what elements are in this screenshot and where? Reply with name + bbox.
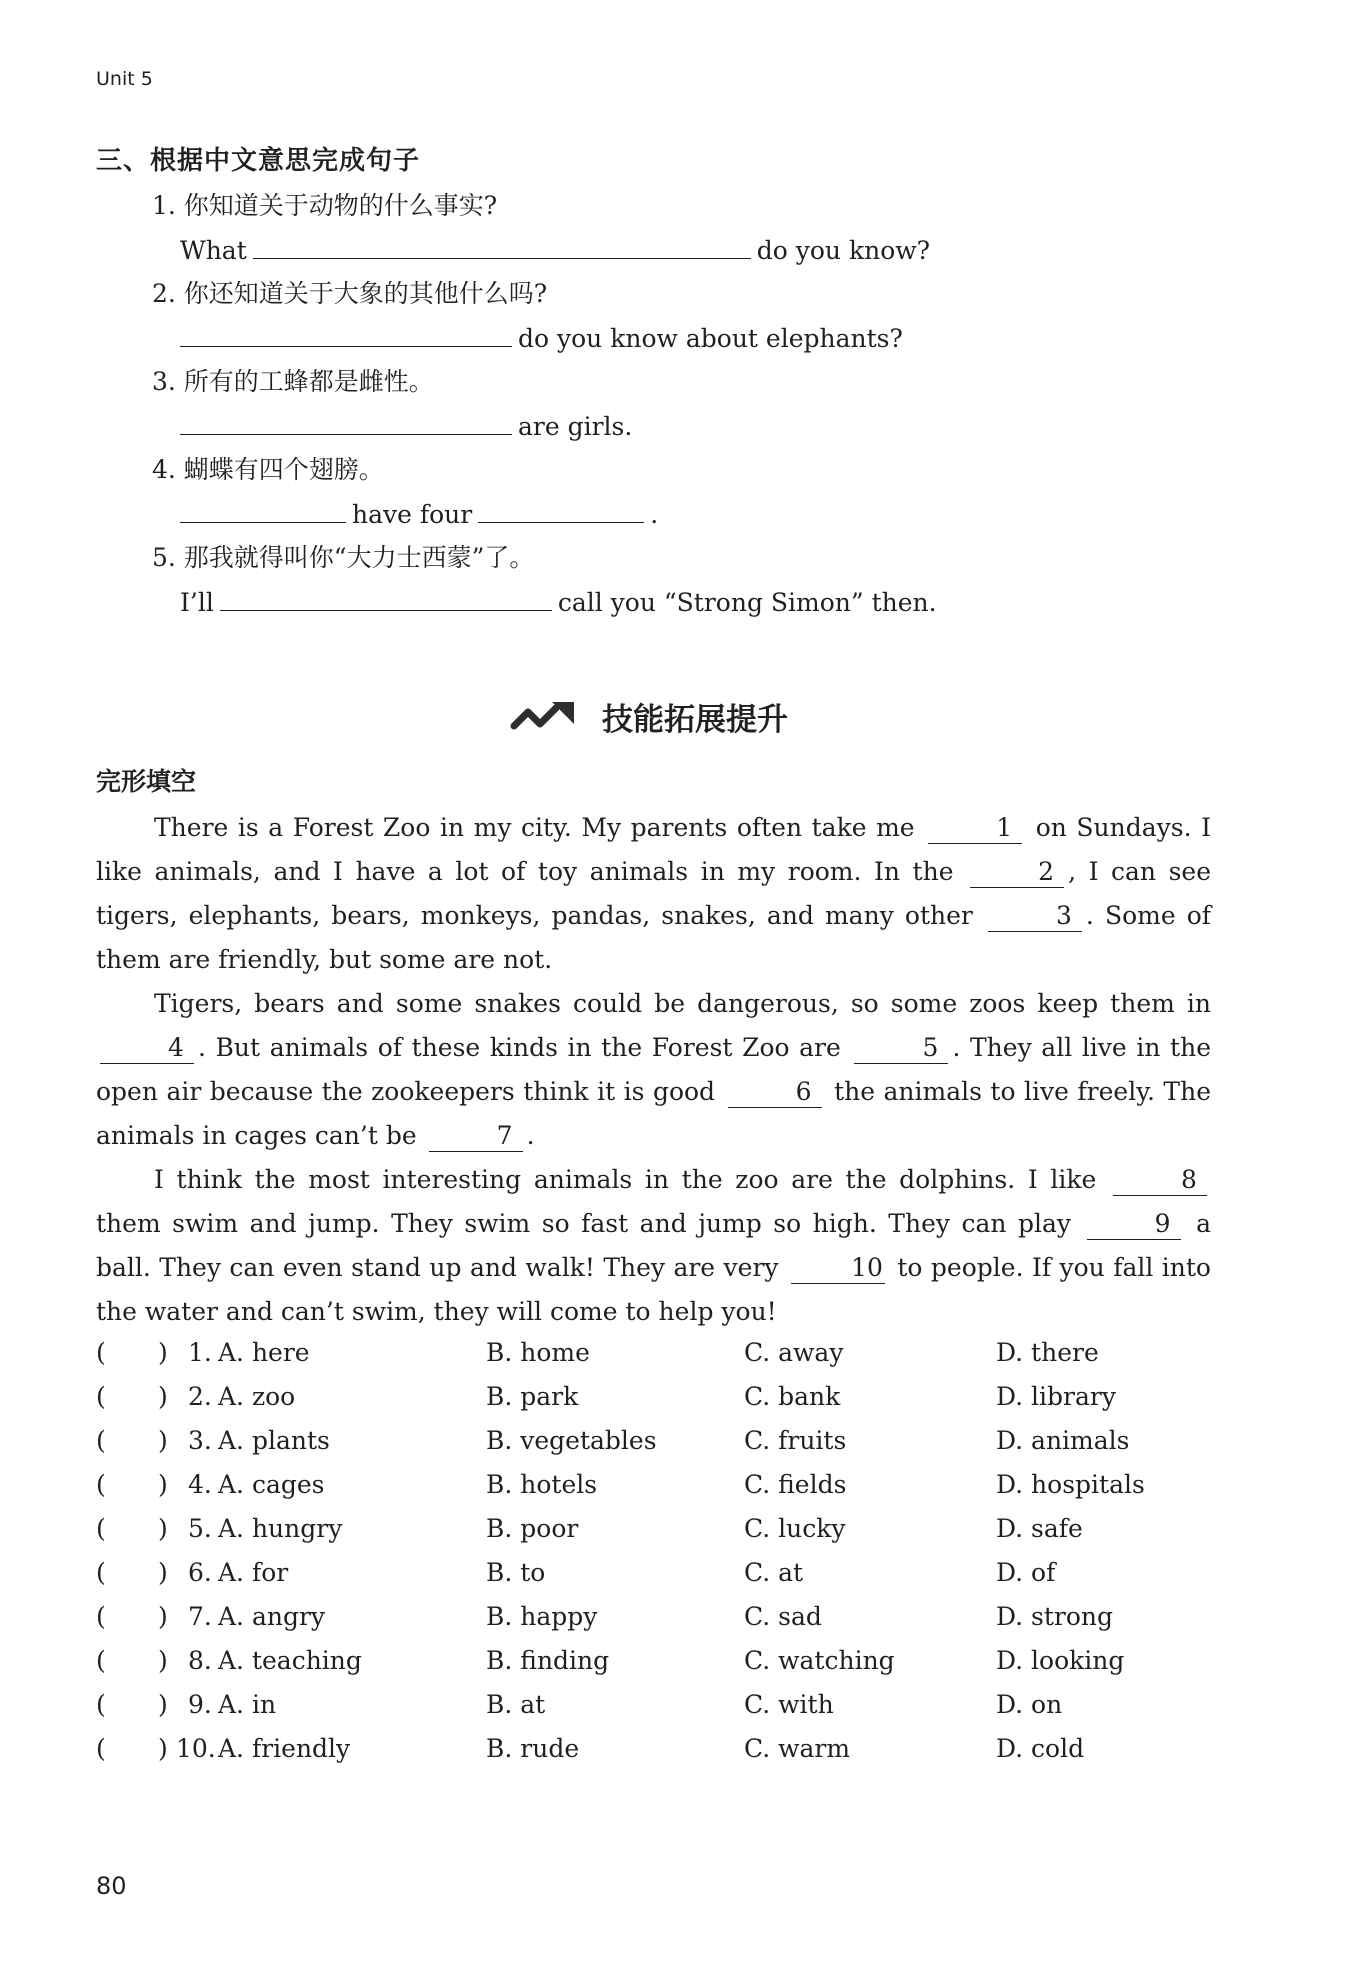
section-heading: 三、根据中文意思完成句子 bbox=[96, 146, 421, 176]
answer-paren-close[interactable]: ) bbox=[158, 1514, 168, 1543]
answer-paren-open[interactable]: ( bbox=[96, 1690, 106, 1719]
option-a: A. zoo bbox=[218, 1382, 296, 1411]
answer-blank[interactable] bbox=[220, 584, 552, 611]
answer-paren-close[interactable]: ) bbox=[158, 1558, 168, 1587]
option-a: A. friendly bbox=[218, 1734, 351, 1763]
question-3-line bbox=[180, 408, 632, 441]
answer-paren-close[interactable]: ) bbox=[158, 1470, 168, 1499]
option-c: C. fields bbox=[744, 1470, 847, 1499]
passage-text: the animals to live freely. The animals in cages can’t be bbox=[96, 1077, 1212, 1150]
answer-paren-open[interactable]: ( bbox=[96, 1514, 106, 1543]
option-number: 10. bbox=[176, 1734, 216, 1763]
question-5-lead-text: I’ll bbox=[180, 588, 214, 617]
question-2-line bbox=[180, 320, 903, 353]
answer-paren-open[interactable]: ( bbox=[96, 1426, 106, 1455]
answer-paren-close[interactable]: ) bbox=[158, 1426, 168, 1455]
answer-paren-open[interactable]: ( bbox=[96, 1470, 106, 1499]
option-b: B. vegetables bbox=[486, 1426, 657, 1455]
question-5-tail-text: call you “Strong Simon” then. bbox=[557, 588, 937, 617]
passage-paragraph-3 bbox=[96, 1158, 1211, 1334]
option-a: A. cages bbox=[218, 1470, 325, 1499]
question-5-line bbox=[180, 584, 937, 617]
option-b: B. home bbox=[486, 1338, 590, 1367]
answer-paren-open[interactable]: ( bbox=[96, 1338, 106, 1367]
answer-paren-close[interactable]: ) bbox=[158, 1602, 168, 1631]
option-d: D. of bbox=[996, 1558, 1056, 1587]
answer-blank[interactable] bbox=[180, 408, 512, 435]
question-1-prompt: 1. 你知道关于动物的什么事实? bbox=[152, 191, 498, 220]
cloze-blank-9[interactable]: 9 bbox=[1087, 1209, 1181, 1240]
cloze-blank-4[interactable]: 4 bbox=[100, 1033, 194, 1064]
passage-paragraph-2 bbox=[96, 982, 1211, 1158]
option-a: A. in bbox=[218, 1690, 277, 1719]
passage-text: , I can see tigers, elephants, bears, monkeys, pandas, snakes, and many other bbox=[96, 857, 1211, 930]
passage-text: a ball. They can even stand up and walk! They are very bbox=[96, 1209, 1211, 1282]
passage-text: . Some of them are friendly, but some are not. bbox=[96, 901, 1211, 974]
option-number: 2. bbox=[188, 1382, 212, 1411]
question-5-prompt: 5. 那我就得叫你“大力士西蒙”了。 bbox=[152, 543, 535, 572]
option-number: 8. bbox=[188, 1646, 212, 1675]
passage-paragraph-1 bbox=[96, 806, 1211, 982]
cloze-blank-2[interactable]: 2 bbox=[970, 857, 1064, 888]
option-a: A. hungry bbox=[218, 1514, 343, 1543]
option-d: D. looking bbox=[996, 1646, 1125, 1675]
option-b: B. rude bbox=[486, 1734, 580, 1763]
option-b: B. happy bbox=[486, 1602, 598, 1631]
answer-paren-open[interactable]: ( bbox=[96, 1558, 106, 1587]
option-b: B. hotels bbox=[486, 1470, 598, 1499]
question-3-prompt: 3. 所有的工蜂都是雌性。 bbox=[152, 367, 434, 396]
option-number: 1. bbox=[188, 1338, 212, 1367]
answer-paren-close[interactable]: ) bbox=[158, 1646, 168, 1675]
option-number: 3. bbox=[188, 1426, 212, 1455]
cloze-blank-7[interactable]: 7 bbox=[429, 1121, 523, 1152]
question-1-tail-text: do you know? bbox=[756, 236, 931, 265]
page-number: 80 bbox=[96, 1872, 127, 1900]
option-c: C. bank bbox=[744, 1382, 841, 1411]
option-d: D. animals bbox=[996, 1426, 1130, 1455]
option-d: D. cold bbox=[996, 1734, 1085, 1763]
question-2-tail-text: do you know about elephants? bbox=[518, 324, 903, 353]
option-a: A. plants bbox=[218, 1426, 330, 1455]
trend-arrow-icon bbox=[510, 700, 580, 734]
cloze-blank-8[interactable]: 8 bbox=[1113, 1165, 1207, 1196]
passage-text: . But animals of these kinds in the Forest Zoo are bbox=[198, 1033, 841, 1062]
answer-blank[interactable] bbox=[253, 232, 751, 259]
cloze-blank-6[interactable]: 6 bbox=[728, 1077, 822, 1108]
answer-paren-close[interactable]: ) bbox=[158, 1734, 168, 1763]
cloze-heading: 完形填空 bbox=[96, 767, 197, 796]
cloze-passage bbox=[96, 806, 1211, 1334]
question-1-line bbox=[180, 232, 930, 265]
cloze-blank-5[interactable]: 5 bbox=[854, 1033, 948, 1064]
skills-title: 技能拓展提升 bbox=[602, 702, 788, 738]
answer-paren-close[interactable]: ) bbox=[158, 1382, 168, 1411]
option-a: A. here bbox=[218, 1338, 310, 1367]
passage-text: on Sundays. I like animals, and I have a lot of toy animals in my room. In the bbox=[96, 813, 1211, 886]
question-3-tail-text: are girls. bbox=[518, 412, 633, 441]
option-b: B. park bbox=[486, 1382, 579, 1411]
answer-paren-close[interactable]: ) bbox=[158, 1690, 168, 1719]
option-d: D. hospitals bbox=[996, 1470, 1145, 1499]
answer-paren-open[interactable]: ( bbox=[96, 1382, 106, 1411]
option-b: B. poor bbox=[486, 1514, 579, 1543]
option-c: C. lucky bbox=[744, 1514, 846, 1543]
option-a: A. angry bbox=[218, 1602, 326, 1631]
question-1-lead-text: What bbox=[180, 236, 247, 265]
option-c: C. warm bbox=[744, 1734, 851, 1763]
answer-paren-close[interactable]: ) bbox=[158, 1338, 168, 1367]
option-d: D. on bbox=[996, 1690, 1063, 1719]
option-c: C. fruits bbox=[744, 1426, 847, 1455]
option-a: A. for bbox=[218, 1558, 289, 1587]
option-d: D. there bbox=[996, 1338, 1099, 1367]
question-4-prompt: 4. 蝴蝶有四个翅膀。 bbox=[152, 455, 384, 484]
passage-text: them swim and jump. They swim so fast and jump so high. They can play bbox=[96, 1209, 1072, 1238]
skills-banner bbox=[510, 694, 788, 739]
passage-text: I think the most interesting animals in the zoo are the dolphins. I like bbox=[154, 1165, 1097, 1194]
cloze-blank-1[interactable]: 1 bbox=[928, 813, 1022, 844]
answer-paren-open[interactable]: ( bbox=[96, 1646, 106, 1675]
passage-text: Tigers, bears and some snakes could be dangerous, so some zoos keep them in bbox=[154, 989, 1211, 1018]
option-c: C. at bbox=[744, 1558, 804, 1587]
passage-text: . They all live in the open air because the zookeepers think it is good bbox=[96, 1033, 1211, 1106]
option-d: D. strong bbox=[996, 1602, 1114, 1631]
option-number: 5. bbox=[188, 1514, 212, 1543]
cloze-blank-10[interactable]: 10 bbox=[791, 1253, 885, 1284]
option-d: D. library bbox=[996, 1382, 1116, 1411]
option-number: 7. bbox=[188, 1602, 212, 1631]
option-d: D. safe bbox=[996, 1514, 1083, 1543]
option-c: C. watching bbox=[744, 1646, 895, 1675]
unit-label: Unit 5 bbox=[96, 68, 153, 90]
question-4-middle-text: have four bbox=[352, 500, 473, 529]
question-2-prompt: 2. 你还知道关于大象的其他什么吗? bbox=[152, 279, 548, 308]
passage-text: . bbox=[526, 1121, 535, 1150]
option-number: 4. bbox=[188, 1470, 212, 1499]
cloze-blank-3[interactable]: 3 bbox=[988, 901, 1082, 932]
option-c: C. away bbox=[744, 1338, 844, 1367]
answer-blank[interactable] bbox=[478, 496, 644, 523]
option-b: B. at bbox=[486, 1690, 546, 1719]
option-number: 6. bbox=[188, 1558, 212, 1587]
passage-text: to people. If you fall into the water and can’t swim, they will come to help you! bbox=[96, 1253, 1211, 1326]
answer-blank[interactable] bbox=[180, 496, 346, 523]
question-4-line bbox=[180, 496, 658, 529]
option-number: 9. bbox=[188, 1690, 212, 1719]
option-a: A. teaching bbox=[218, 1646, 362, 1675]
answer-blank[interactable] bbox=[180, 320, 512, 347]
option-c: C. sad bbox=[744, 1602, 822, 1631]
question-4-end-text: . bbox=[650, 500, 659, 529]
passage-text: There is a Forest Zoo in my city. My parents often take me bbox=[154, 813, 915, 842]
answer-paren-open[interactable]: ( bbox=[96, 1734, 106, 1763]
answer-paren-open[interactable]: ( bbox=[96, 1602, 106, 1631]
option-b: B. finding bbox=[486, 1646, 610, 1675]
option-b: B. to bbox=[486, 1558, 546, 1587]
option-c: C. with bbox=[744, 1690, 834, 1719]
